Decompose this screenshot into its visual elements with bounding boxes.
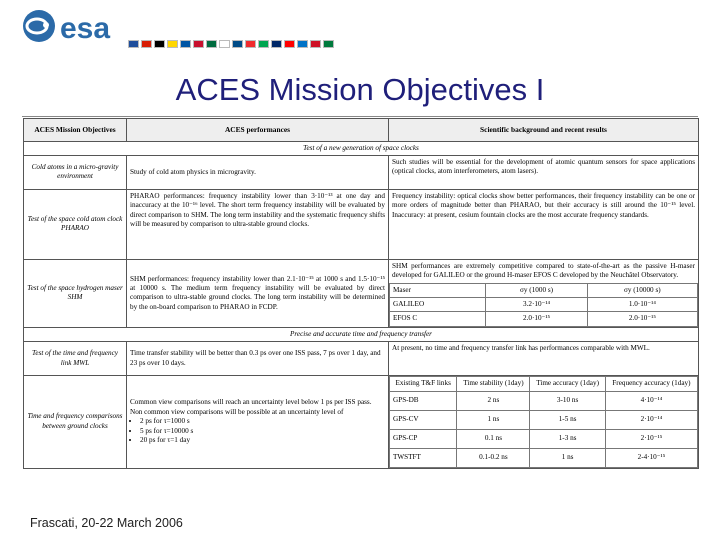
objectives-table [23, 118, 699, 469]
links-cell: GPS-CV [390, 410, 457, 429]
flag-icon [284, 40, 295, 48]
links-header: Time stability (1day) [457, 377, 530, 391]
performance-pharao: PHARAO performances: frequency instability lower than 3·10⁻¹³ at one day and inaccuracy at the 10⁻¹⁶ level. The short term frequency instability will be evaluated by direct comparison to SHM. The long term instability and the systematic frequency shifts will be measured by comparison to ultra-stable ground clocks. [130, 191, 385, 229]
list-item: • 20 ps for τ=1 day [140, 436, 385, 445]
flag-icon [232, 40, 243, 48]
performance-non-common-view: Non common view comparisons will be possible at an uncertainty level of [130, 407, 344, 416]
performance-common-view: Common view comparisons will reach an uncertainty level below 1 ps per ISS pass. [130, 398, 372, 407]
flag-icon [167, 40, 178, 48]
performance-shm: SHM performances: frequency instability lower than 2.1·10⁻¹⁵ at 1000 s and 1.5·10⁻¹⁵ at 10000 s. The medium term frequency instability will be evaluated by direct comparison to ultra-stable ground clocks. The long term instability will be determined by the on-board comparison to PHARAO in FCDP. [130, 274, 385, 311]
flag-icon [193, 40, 204, 48]
links-cell: 3-10 ns [530, 391, 605, 410]
flag-icon [219, 40, 230, 48]
flag-icon [128, 40, 139, 48]
list-item: • 2 ps for τ=1000 s [140, 417, 385, 426]
links-header: Existing T&F links [390, 377, 457, 391]
links-cell: 0.1-0.2 ns [457, 448, 530, 467]
science-cold-atoms: Such studies will be essential for the development of atomic quantum sensors for space applications (optical clocks, atom interferometers, atom lasers). [392, 157, 695, 176]
maser-cell: EFOS C [390, 312, 486, 326]
esa-logo-text: esa [60, 12, 111, 45]
title-divider [22, 116, 698, 117]
flag-icon [206, 40, 217, 48]
performance-cold-atoms: Study of cold atom physics in microgravity. [127, 155, 389, 189]
table-row [24, 189, 699, 259]
flag-icon [271, 40, 282, 48]
links-row [390, 391, 698, 410]
section-row [24, 327, 699, 341]
maser-header: Maser [390, 283, 486, 297]
links-cell: 0.1 ns [457, 429, 530, 448]
header-objectives: ACES Mission Objectives [24, 119, 127, 142]
table-row [24, 342, 699, 376]
maser-cell: 2.0·10⁻¹⁵ [486, 312, 587, 326]
objective-pharao: Test of the space cold atom clock PHARAO [24, 189, 127, 259]
links-cell: 2 ns [457, 391, 530, 410]
page-title: ACES Mission Objectives I [175, 72, 545, 107]
links-cell: 1 ns [530, 448, 605, 467]
objective-ground-clocks: Time and frequency comparisons between ground clocks [24, 376, 127, 468]
maser-cell: 3.2·10⁻¹⁴ [486, 298, 587, 312]
table-row [24, 155, 699, 189]
links-cell: GPS-CP [390, 429, 457, 448]
objective-shm: Test of the space hydrogen maser SHM [24, 259, 127, 327]
flag-icon [258, 40, 269, 48]
links-cell: TWSTFT [390, 448, 457, 467]
flag-icon [154, 40, 165, 48]
flag-icon [310, 40, 321, 48]
maser-header-row [390, 283, 698, 297]
section-time-transfer: Precise and accurate time and frequency transfer [24, 327, 699, 341]
maser-cell: GALILEO [390, 298, 486, 312]
links-cell: GPS-DB [390, 391, 457, 410]
flag-icon [323, 40, 334, 48]
maser-row [390, 312, 698, 326]
links-cell: 1 ns [457, 410, 530, 429]
section-row [24, 141, 699, 155]
links-table [389, 376, 698, 467]
links-cell: 2·10⁻¹⁴ [605, 410, 697, 429]
performance-mwl: Time transfer stability will be better than 0.3 ps over one ISS pass, 7 ps over 1 day, and 23 ps over 10 days. [127, 342, 389, 376]
flag-icon [245, 40, 256, 48]
links-cell: 1-5 ns [530, 410, 605, 429]
footer-text: Frascati, 20-22 March 2006 [30, 516, 183, 530]
science-shm: SHM performances are extremely competitive compared to state-of-the-art as the passive H-maser developed for GALILEO or the ground H-maser EFOS C developed by the Neuchâtel Observatory. [392, 261, 695, 280]
maser-cell: 2.0·10⁻¹⁵ [587, 312, 697, 326]
table-row [24, 376, 699, 468]
science-mwl: At present, no time and frequency transfer link has performances comparable with MWL. [392, 344, 650, 353]
table-header-row [24, 119, 699, 142]
links-cell: 4·10⁻¹⁴ [605, 391, 697, 410]
header-science: Scientific background and recent results [389, 119, 699, 142]
section-space-clocks: Test of a new generation of space clocks [24, 141, 699, 155]
maser-header: σy (1000 s) [486, 283, 587, 297]
science-pharao: Frequency instability: optical clocks show better performances, their frequency instability can be one or more orders of magnitude better than PHARAO, but their accuracy is still around the 10⁻¹⁵ level. Inaccuracy: at present, cesium fountain clocks are the most accurate frequency standards. [392, 191, 695, 219]
links-header: Frequency accuracy (1day) [605, 377, 697, 391]
maser-header: σy (10000 s) [587, 283, 697, 297]
list-item: • 5 ps for τ=10000 s [140, 427, 385, 436]
header-performances: ACES performances [127, 119, 389, 142]
maser-table [389, 283, 698, 327]
links-header-row [390, 377, 698, 391]
maser-row [390, 298, 698, 312]
member-state-flags [128, 40, 334, 47]
esa-logo [22, 8, 132, 48]
objective-mwl: Test of the time and frequency link MWL [24, 342, 127, 376]
links-cell: 2·10⁻¹⁵ [605, 429, 697, 448]
links-row [390, 429, 698, 448]
flag-icon [297, 40, 308, 48]
links-row [390, 448, 698, 467]
links-row [390, 410, 698, 429]
maser-cell: 1.0·10⁻¹⁴ [587, 298, 697, 312]
links-cell: 1-3 ns [530, 429, 605, 448]
links-cell: 2-4·10⁻¹⁵ [605, 448, 697, 467]
bullet-list [130, 417, 385, 445]
objective-cold-atoms: Cold atoms in a micro-gravity environment [24, 155, 127, 189]
links-header: Time accuracy (1day) [530, 377, 605, 391]
flag-icon [141, 40, 152, 48]
esa-logo-mark [22, 8, 132, 48]
table-row [24, 259, 699, 327]
flag-icon [180, 40, 191, 48]
